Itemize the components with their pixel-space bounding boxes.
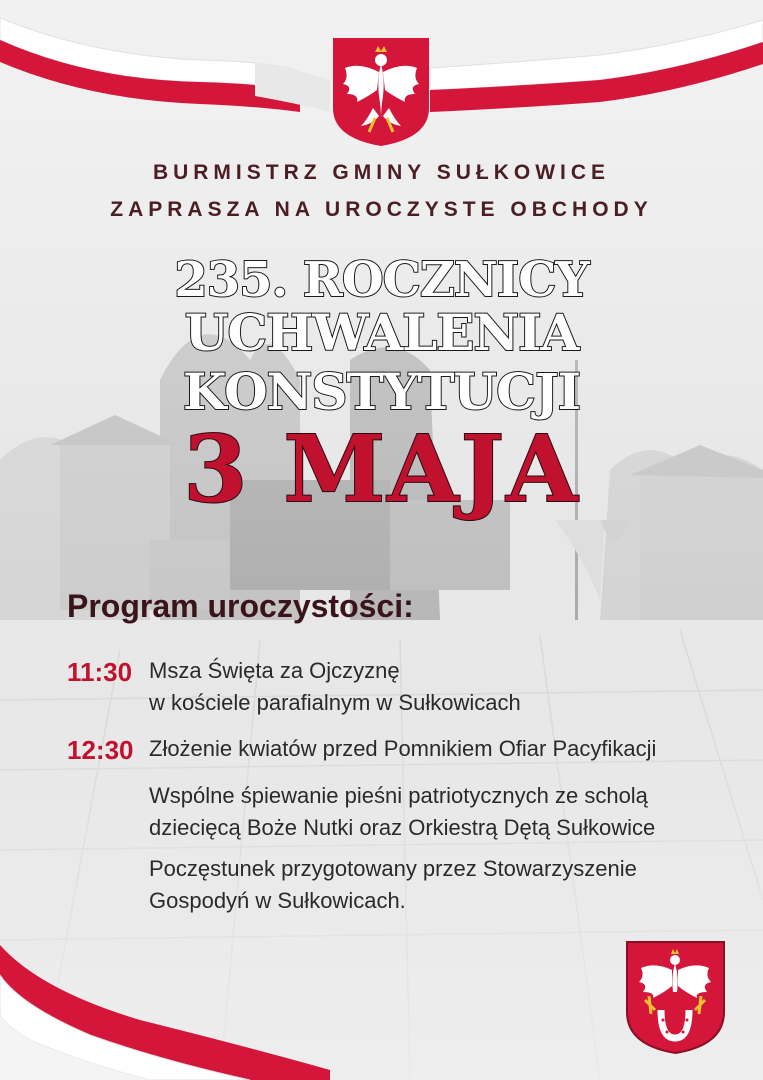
program-line: Złożenie kwiatów przed Pomnikiem Ofiar Pacyfikacji [149, 736, 657, 761]
program-description [149, 780, 763, 844]
program-line: Msza Święta za Ojczyznę [149, 658, 400, 683]
program-line: Wspólne śpiewanie pieśni patriotycznych ze scholą [149, 783, 648, 808]
title-line-1: 235. ROCZNICY [174, 252, 589, 308]
title-line-2: UCHWALENIA KONSTYTUCJI [182, 303, 581, 421]
program-line: Gospodyń w Sułkowicach. [149, 888, 406, 913]
program-description [149, 733, 763, 765]
program-description [149, 655, 763, 719]
event-date: 3 MAJA [183, 415, 580, 523]
program-line: dziecięcą Boże Nutki oraz Orkiestrą Dętą Sułkowice [149, 815, 656, 840]
program-time: 11:30 [67, 657, 133, 687]
program-line: Poczęstunek przygotowany przez Stowarzyszenie [149, 856, 637, 881]
program-time: 12:30 [67, 735, 134, 765]
program-description [149, 853, 763, 917]
organizer-line-1: BURMISTRZ GMINY SUŁKOWICE [152, 161, 611, 184]
program-line: w kościele parafialnym w Sułkowicach [149, 690, 521, 715]
sulkowice-coat-of-arms-icon [625, 940, 726, 1055]
organizer-line-2: ZAPRASZA NA UROCZYSTE OBCHODY [110, 198, 653, 221]
program-heading: Program uroczystości: [67, 588, 414, 624]
polish-white-eagle-icon [333, 38, 429, 146]
